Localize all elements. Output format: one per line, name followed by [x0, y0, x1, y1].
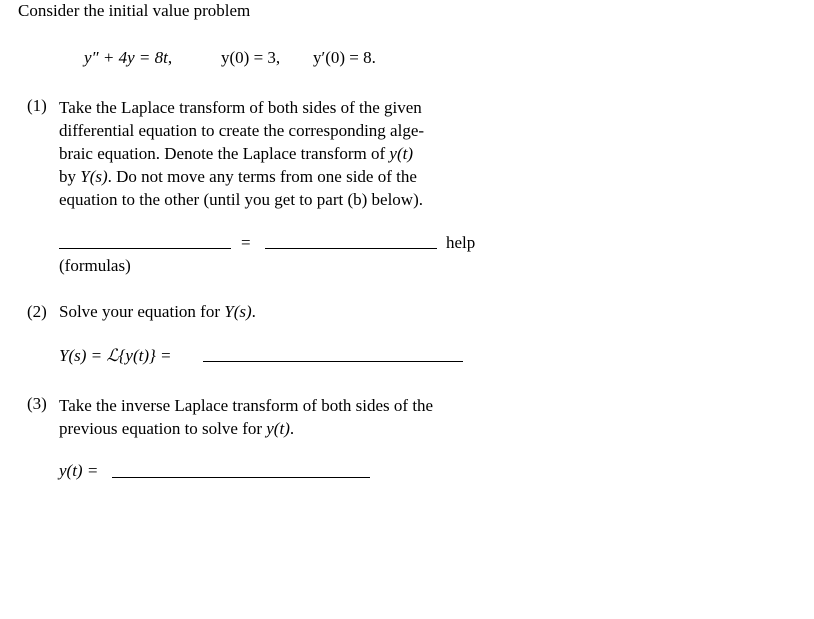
part1-rhs-input[interactable] [265, 227, 437, 247]
part3-period: . [289, 419, 295, 438]
part1-line2: differential equation to create the corresponding alge- [59, 121, 425, 140]
part1-line3-text: braic equation. Denote the Laplace transform of [59, 144, 390, 163]
part1-line3 [59, 142, 489, 165]
part1-number: (1) [27, 96, 47, 115]
ode-lhs: y″ + 4y = 8 [84, 48, 164, 67]
part3-answer-label: y(t) = [59, 461, 99, 480]
part1-equals-sign: = [241, 233, 251, 252]
part2-answer-blank[interactable] [203, 361, 463, 362]
part1-line1: Take the Laplace transform of both sides of the given [59, 98, 422, 117]
help-link[interactable]: help [446, 233, 476, 252]
part3-line2 [59, 417, 489, 440]
part1-instructions [59, 96, 489, 211]
part3-instructions [59, 394, 489, 440]
part2-instructions [59, 302, 256, 322]
part1-line4 [59, 165, 489, 188]
initial-condition-2: y′(0) = 8. [313, 48, 376, 67]
part2-Ys: Y(s) [224, 302, 252, 321]
part1-rhs-answer[interactable] [265, 248, 437, 249]
part3-yt: y(t) [266, 419, 290, 438]
formulas-link[interactable]: (formulas) [59, 256, 131, 275]
intro-text: Consider the initial value problem [18, 1, 251, 20]
part3-line2-text: previous equation to solve for [59, 419, 267, 438]
part3-answer-input[interactable] [112, 456, 370, 476]
part1-line5: equation to the other (until you get to part (b) below). [59, 190, 423, 209]
part2-text: Solve your equation for [59, 302, 225, 321]
part2-answer-input[interactable] [203, 340, 463, 360]
part2-number: (2) [27, 302, 47, 321]
part1-lhs-answer[interactable] [59, 248, 231, 249]
part2-answer-label: Y(s) = ℒ{y(t)} = [59, 346, 172, 365]
part3-line1: Take the inverse Laplace transform of both sides of the [59, 396, 434, 415]
part2-period: . [251, 302, 256, 321]
part1-line4-text-a: by [59, 167, 81, 186]
part3-number: (3) [27, 394, 47, 413]
part3-answer-blank[interactable] [112, 477, 370, 478]
part1-Ys: Y(s) [80, 167, 108, 186]
part1-yt: y(t) [389, 144, 414, 163]
ode-equation [84, 48, 172, 68]
part1-line4-text-c: . Do not move any terms from one side of the [107, 167, 417, 186]
initial-condition-1: y(0) = 3, [221, 48, 281, 67]
part1-lhs-input[interactable] [59, 227, 231, 247]
ode-variable: t [163, 48, 168, 67]
ode-comma: , [167, 48, 173, 67]
